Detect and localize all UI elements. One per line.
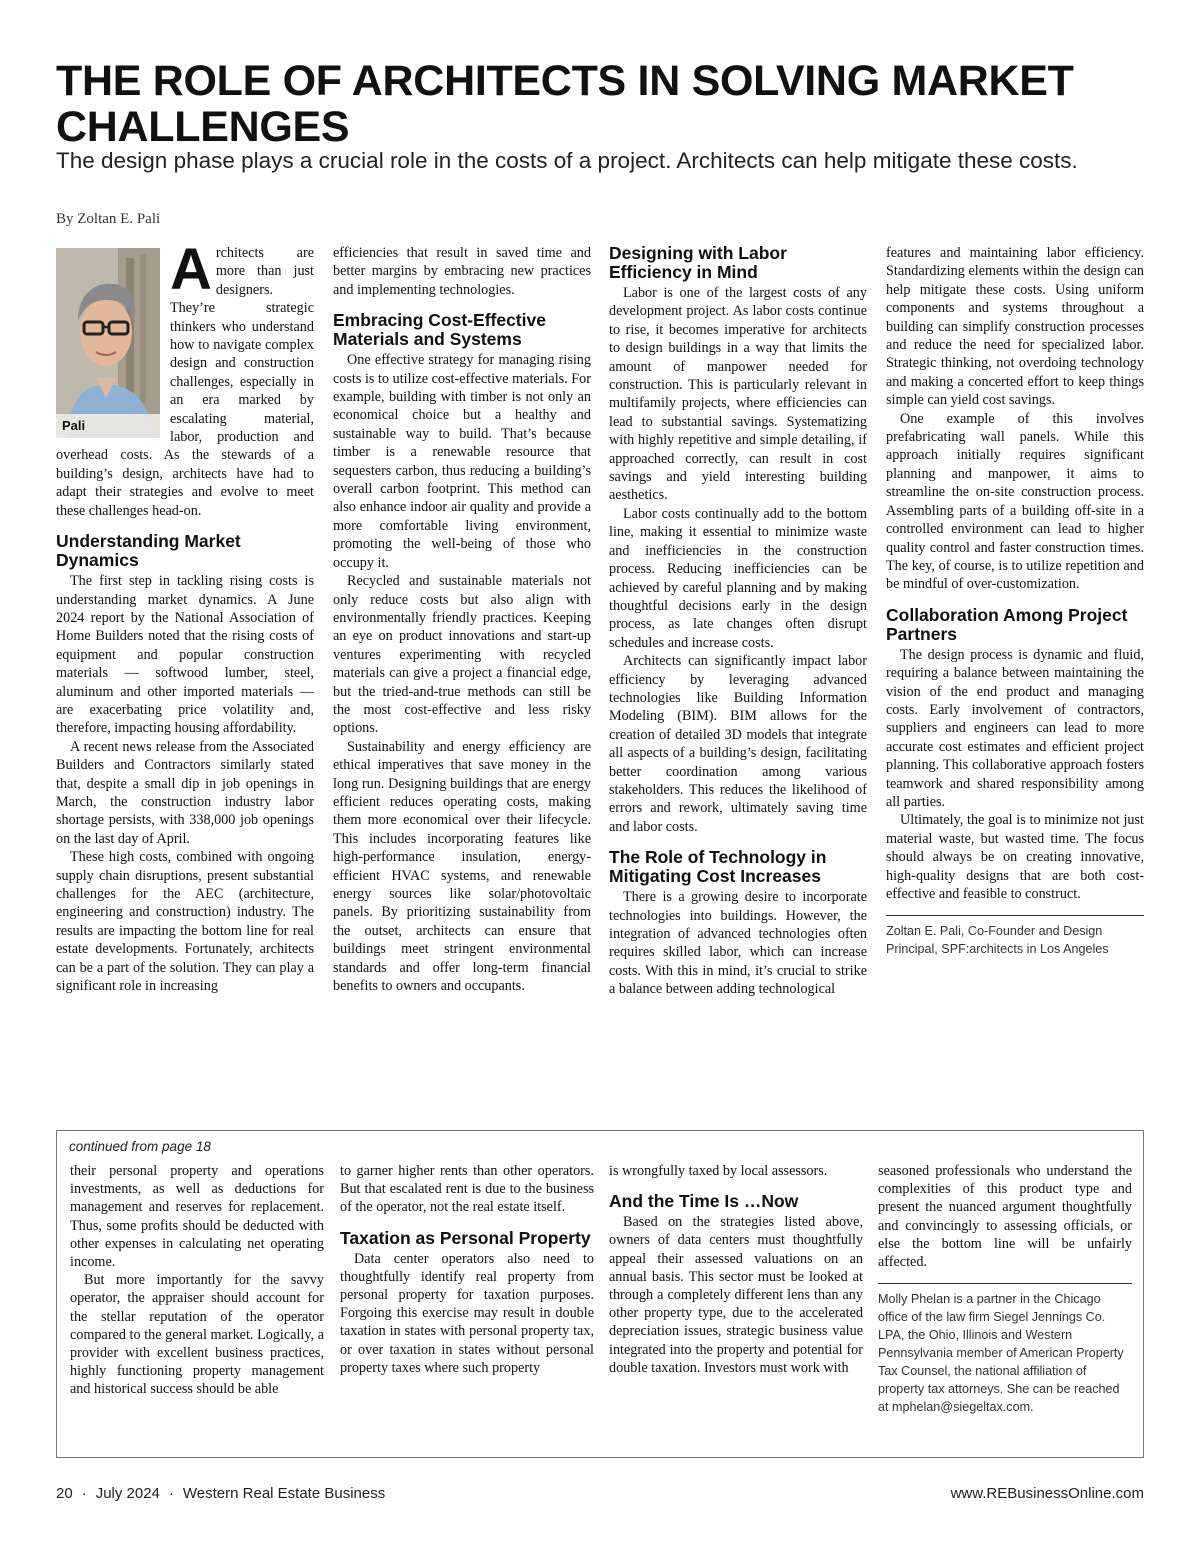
byline: By Zoltan E. Pali (56, 211, 161, 227)
heading-technology: The Role of Technology in Mitigating Cost Increases (609, 847, 827, 887)
heading-time-is-now: And the Time Is …Now (609, 1191, 799, 1212)
article-subtitle: The design phase plays a crucial role in the costs of a project. Architects can help mitigate these costs. (56, 148, 1078, 173)
continued-label: continued from page 18 (69, 1139, 211, 1154)
author-photo (56, 248, 160, 438)
article-column-1 (56, 237, 314, 995)
intro-text: rchitects are more than just designers. They’re strategic thinkers who understand how to navigate complex design and construction challenges, especially in an era marked by escalating material, labor, production and overhead costs. As the stewards of a building’s design, architects have had to adapt their strategies and evolve to meet these challenges head-on. (56, 245, 314, 519)
paragraph: Labor costs continually add to the bottom line, making it essential to minimize waste and inefficiencies in the construction process. Reducing inefficiencies can be achieved by careful planning and by making thoughtful decisions early in the design process, as late changes often disrupt schedules and increase costs. (609, 505, 867, 651)
article-title: THE ROLE OF ARCHITECTS IN SOLVING MARKET CHALLENGES (56, 57, 1074, 151)
paragraph: Based on the strategies listed above, owners of data centers must thoughtfully appeal their assessed valuations on an annual basis. This sector must be looked at through a completely different lens than any other property type, due to the accelerated depreciation issues, strategic business value integrated into the property and potential for double taxation. Investors must work with (609, 1214, 863, 1376)
page-footer (56, 1485, 385, 1502)
paragraph: These high costs, combined with ongoing supply chain disruptions, present substantial challenges for the AEC (architecture, engineering and construction) industry. The results are impacting the bottom line for real estate developments. Fortunately, architects can be a part of the solution. They can play a significant role in increasing (56, 849, 314, 995)
paragraph: But more importantly for the savvy operator, the appraiser should account for the stellar reputation of the operator compared to the general market. Logically, a provider with excellent business practices, highly functioning property management and historical success should be able (70, 1272, 324, 1398)
paragraph: their personal property and operations investments, as well as deductions for management and reserves for replacement. Thus, some profits should be deducted with other expenses in calculating net operating income. (70, 1163, 324, 1271)
paragraph: Sustainability and energy efficiency are ethical imperatives that save money in the long run. Designing buildings that are energy efficient reduces operating costs, making them more economical over their lifecycle. This includes incorporating features like high-performance insulation, energy-efficient HVAC systems, and renewable energy sources like solar/photovoltaic panels. By prioritizing sustainability from the outset, architects can ensure that buildings meet stringent environmental standards and offer long-term financial benefits to owners and occupants. (333, 738, 591, 995)
heading-collaboration: Collaboration Among Project Partners (886, 604, 1128, 644)
author-portrait-image (56, 248, 160, 438)
author-divider (878, 1283, 1132, 1416)
paragraph: Ultimately, the goal is to minimize not just material waste, but wasted time. The focus should always be on creating innovative, high-quality designs that are both cost-effective and feasible to construct. (886, 812, 1144, 902)
paragraph: One example of this involves prefabricating wall panels. While this approach initially requires significant planning and manpower, it aims to streamline the on-site construction process. Assembling parts of a building off-site in a controlled environment can lead to higher quality control and faster construction times. The key, of course, is to utilize repetition and be mindful of over-customization. (886, 410, 1144, 593)
paragraph: Labor is one of the largest costs of any development project. As labor costs continue to rise, it becomes imperative for architects to design buildings in a way that limits the amount of manpower needed for construction. This is particularly relevant in multifamily projects, where efficiencies can lead to substantial savings. Systematizing with highly repetitive and simple detailing, if approached correctly, can result in cost savings and yield interesting building aesthetics. (609, 285, 867, 504)
paragraph: A recent news release from the Associated Builders and Contractors similarly stated that, despite a small dip in job openings in March, the construction industry labor shortage persists, with 338,000 job openings on the last day of April. (56, 738, 314, 847)
separator: · (168, 1485, 174, 1502)
paragraph: efficiencies that result in saved time and better margins by embracing new practices and implementing technologies. (333, 245, 591, 298)
paragraph: seasoned professionals who understand the complexities of this product type and present the nuanced argument thoughtfully and convincingly to assessing officials, or else the bottom line will be unfairly affected. (878, 1163, 1132, 1271)
publication-name: Western Real Estate Business (182, 1485, 386, 1502)
continued-column-2 (340, 1162, 594, 1377)
continued-column-4 (878, 1162, 1132, 1416)
website-url[interactable]: www.REBusinessOnline.com (950, 1485, 1144, 1502)
heading-market-dynamics: Understanding Market Dynamics (56, 531, 241, 571)
author-divider (886, 915, 1144, 958)
paragraph: One effective strategy for managing rising costs is to utilize cost-effective materials. For example, building with timber is not only an economical choice but a healthy and sustainable way to build. That’s because timber is a renewable resource that sequesters carbon, thus reducing a building’s overall carbon footprint. This method can also enhance indoor air quality and provide a more comfortable living environment, promoting the well-being of those who occupy it. (333, 352, 591, 571)
paragraph: The design process is dynamic and fluid, requiring a balance between maintaining the vision of the end product and managing costs. Early involvement of contractors, suppliers and engineers can lead to more accurate cost estimates and efficient project planning. This collaborative approach fosters teamwork and shared responsibility among all parties. (886, 646, 1144, 810)
paragraph: Data center operators also need to thoughtfully identify real property from personal property for taxation purposes. Forgoing this exercise may result in double taxation in states with personal property tax, or over taxation in states without personal property taxes where such property (340, 1250, 594, 1376)
paragraph: Architects can significantly impact labor efficiency by leveraging advanced technologies like Building Information Modeling (BIM). BIM allows for the creation of detailed 3D models that integrate all aspects of a building’s design, facilitating better coordination among various stakeholders. This reduces the likelihood of errors and rework, ultimately saving time and labor costs. (609, 653, 867, 835)
article-column-4 (886, 244, 1144, 958)
paragraph: The first step in tackling rising costs is understanding market dynamics. A June 2024 report by the National Association of Home Builders noted that the rising costs of equipment and popular construction materials — softwood lumber, steel, aluminum and other imported materials — are exacerbating price volatility and, therefore, impacting housing affordability. (56, 573, 314, 737)
paragraph: Recycled and sustainable materials not only reduce costs but also align with environmentally friendly practices. Keeping an eye on product innovations and start-up ventures experimenting with recycled materials can give a project a financial edge, but the tried-and-true methods can still be the most cost-effective and less risky options. (333, 573, 591, 737)
page-number: 20 (56, 1485, 73, 1502)
heading-taxation: Taxation as Personal Property (340, 1227, 591, 1248)
separator: · (81, 1485, 87, 1502)
article-column-2 (333, 244, 591, 995)
continued-article-box (56, 1130, 1144, 1458)
continued-column-3 (609, 1162, 863, 1377)
author-bio: Zoltan E. Pali, Co-Founder and Design Principal, SPF:architects in Los Angeles (886, 924, 1109, 957)
heading-labor-efficiency: Designing with Labor Efficiency in Mind (609, 243, 787, 282)
drop-cap: A (170, 237, 212, 302)
paragraph: There is a growing desire to incorporate technologies into buildings. However, the integration of advanced technologies often requires skilled labor, which can increase costs. With this in mind, it’s crucial to strike a balance between adding technological (609, 889, 867, 998)
article-column-3 (609, 244, 867, 999)
paragraph: to garner higher rents than other operators. But that escalated rent is due to the business of the operator, not the real estate itself. (340, 1163, 594, 1216)
continued-column-1 (70, 1162, 324, 1399)
photo-caption: Pali (56, 414, 160, 438)
paragraph: features and maintaining labor efficiency. Standardizing elements within the design can help mitigate these costs. Using uniform components and systems throughout a building can simplify construction processes and reduce the need for specialized labor. Strategic thinking, not overdoing technology and making a concerted effort to keep things simple can yield cost savings. (886, 245, 1144, 409)
issue-date: July 2024 (95, 1485, 160, 1502)
author-bio: Molly Phelan is a partner in the Chicago office of the law firm Siegel Jennings Co. LPA, the Ohio, Illinois and Western Pennsylvania member of American Property Tax Counsel, the national affiliation of property tax attorneys. She can be reached at mphelan@siegeltax.com. (878, 1292, 1124, 1415)
paragraph: is wrongfully taxed by local assessors. (609, 1163, 828, 1179)
heading-materials: Embracing Cost-Effective Materials and Systems (333, 310, 546, 350)
